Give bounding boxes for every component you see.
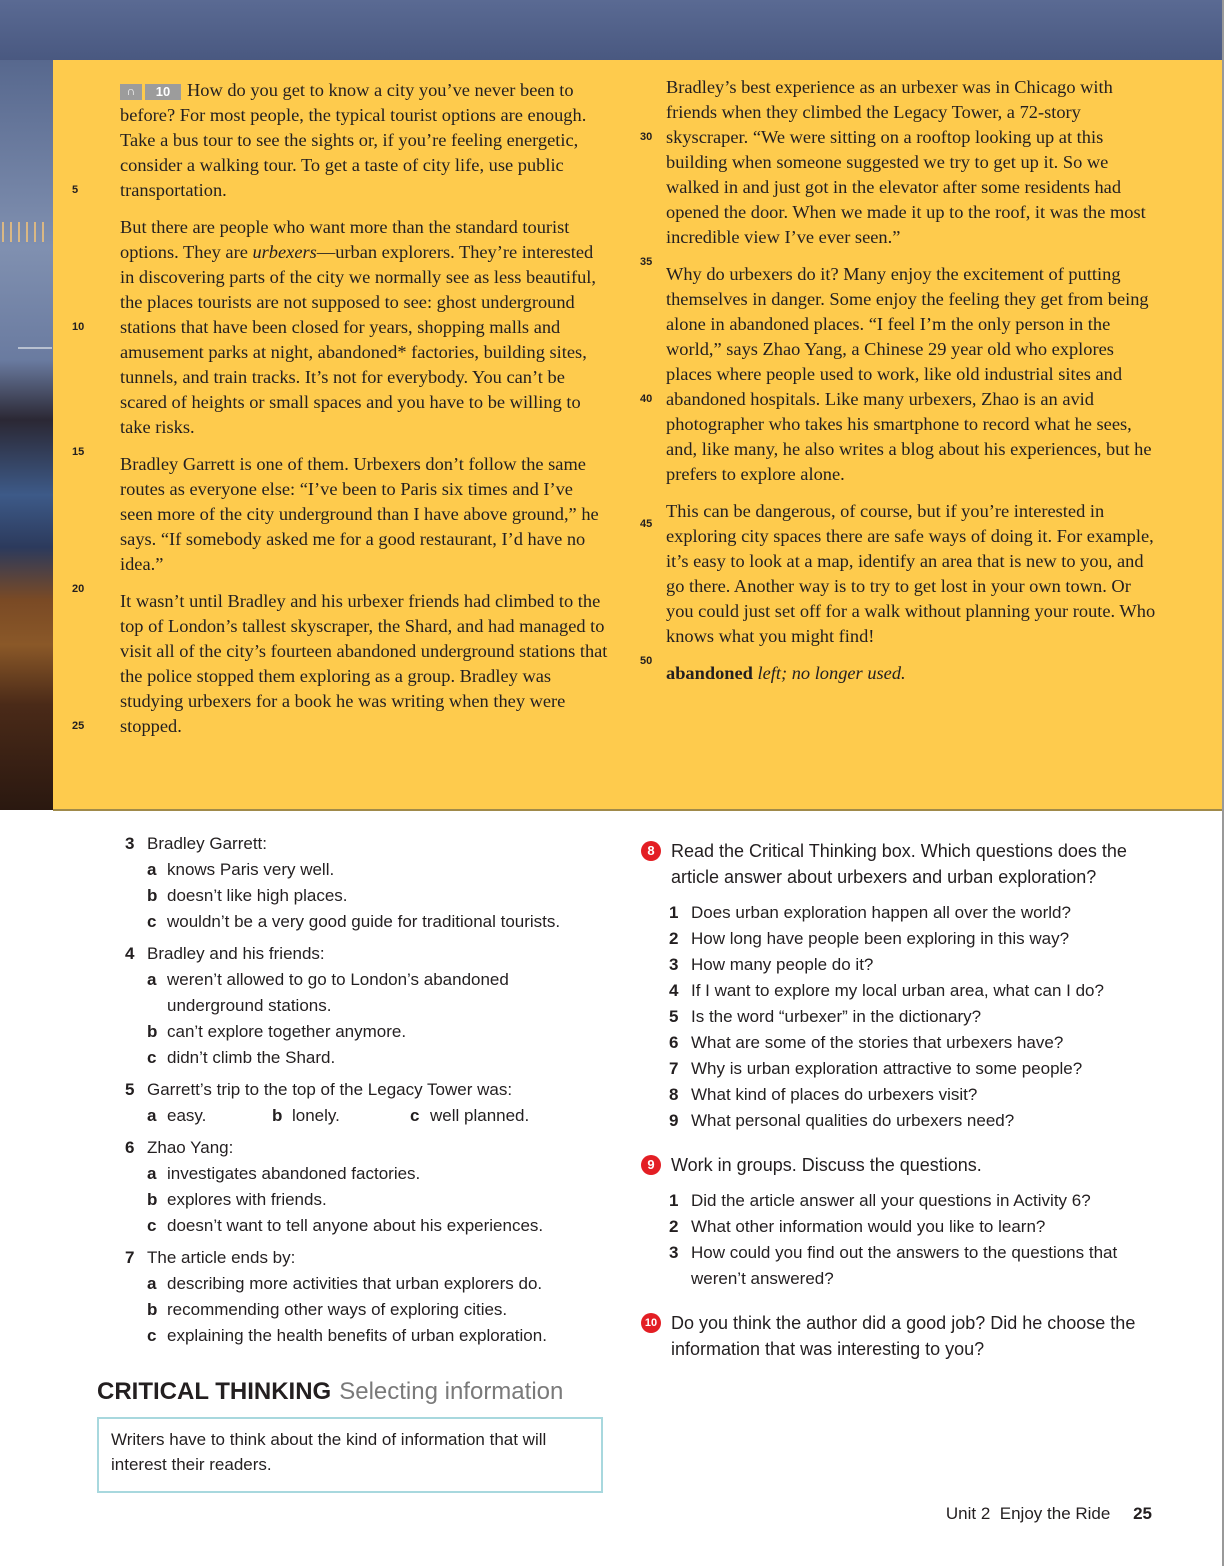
activity-8 xyxy=(641,838,1151,1134)
line-number: 45 xyxy=(640,518,653,530)
option-letter: c xyxy=(147,1326,157,1345)
option[interactable] xyxy=(125,1187,605,1213)
list-item: 5 Is the word “urbexer” in the dictionary? xyxy=(669,1007,982,1026)
activity-title: Do you think the author did a good job? Did he choose the information that was interesting to you? xyxy=(671,1313,1136,1359)
line-number: 30 xyxy=(640,131,653,143)
line-number: 50 xyxy=(640,655,653,667)
list-item: 9 What personal qualities do urbexers need? xyxy=(669,1111,1015,1130)
option-text: describing more activities that urban explorers do. xyxy=(167,1274,543,1293)
question-number: 3 xyxy=(125,834,135,853)
option-letter: a xyxy=(147,1274,157,1293)
question-stem: Zhao Yang: xyxy=(147,1138,234,1157)
option-letter: b xyxy=(147,1300,158,1319)
option-text: doesn’t like high places. xyxy=(167,886,348,905)
line-number: 20 xyxy=(72,583,85,595)
option[interactable] xyxy=(125,1045,605,1071)
line-number: 5 xyxy=(72,184,79,196)
critical-thinking-heading xyxy=(97,1378,563,1406)
option-text: explaining the health benefits of urban exploration. xyxy=(167,1326,547,1345)
paragraph-text: How do you get to know a city you’ve never been to before? For most people, the typical tourist options are enough. Take a bus tour to see the sights or, if you’re feeling energetic, consider a walking tour. To get a taste of city life, use public transportation. xyxy=(120,80,587,200)
question xyxy=(125,1245,605,1349)
option-text: explores with friends. xyxy=(167,1190,327,1209)
list-item: 1 Did the article answer all your questions in Activity 6? xyxy=(669,1191,1091,1210)
pier xyxy=(18,347,52,355)
line-number: 15 xyxy=(72,446,85,458)
option-text: weren’t allowed to go to London’s abandoned underground stations. xyxy=(167,970,509,1015)
article-right-column xyxy=(666,75,1156,698)
option-letter: c xyxy=(147,1048,157,1067)
question-number: 5 xyxy=(125,1080,135,1099)
audio-track[interactable] xyxy=(120,84,181,100)
option-letter: c xyxy=(410,1106,420,1125)
activity-title: Work in groups. Discuss the questions. xyxy=(671,1155,982,1175)
emphasis: urbexers xyxy=(252,242,317,262)
option-letter: b xyxy=(272,1106,283,1125)
question-number: 7 xyxy=(125,1248,135,1267)
option-text: wouldn’t be a very good guide for traditional tourists. xyxy=(167,912,561,931)
option[interactable] xyxy=(272,1103,410,1129)
line-number: 40 xyxy=(640,393,653,405)
list-item: 3 How many people do it? xyxy=(669,955,874,974)
option[interactable] xyxy=(125,1213,605,1239)
option-letter: b xyxy=(147,1022,158,1041)
paragraph-text: —urban explorers. They’re interested in discovering parts of the city we normally see as less beautiful, the places tourists are not supposed to see: ghost underground stations that have been closed for years, shopping malls and amusement parks at night, abandoned* factories, building sites, tunnels, and train tracks. It’s not for everybody. You can’t be scared of heights or small spaces and you have to be willing to take risks. xyxy=(120,242,596,437)
headphones-icon: ∩ xyxy=(120,84,142,100)
option[interactable] xyxy=(125,883,605,909)
option-text: doesn’t want to tell anyone about his experiences. xyxy=(167,1216,544,1235)
critical-thinking-box: Writers have to think about the kind of information that will interest their readers. xyxy=(97,1417,603,1493)
question xyxy=(125,1077,605,1129)
option-letter: a xyxy=(147,1106,157,1125)
list-item: 7 Why is urban exploration attractive to some people? xyxy=(669,1059,1083,1078)
paragraph xyxy=(120,78,610,203)
option-text: can’t explore together anymore. xyxy=(167,1022,407,1041)
question xyxy=(125,941,605,1071)
paragraph: Why do urbexers do it? Many enjoy the excitement of putting themselves in danger. Some enjoy the feeling they get from being alone in abandoned places. “I feel I’m the only person in the world,” says Zhao Yang, a Chinese 29 year old who explores places where people used to work, like old industrial sites and abandoned hospitals. Like many urbexers, Zhao is an avid photographer who takes his smartphone to record what he sees, and, like many, he also writes a blog about his experiences, but he prefers to explore alone. xyxy=(666,264,1152,484)
option-letter: b xyxy=(147,1190,158,1209)
list-item: 3 How could you find out the answers to the questions that weren’t answered? xyxy=(669,1243,1118,1288)
activity-number-badge: 9 xyxy=(641,1155,661,1175)
page-footer xyxy=(946,1504,1152,1524)
option[interactable] xyxy=(125,967,605,1019)
paragraph: This can be dangerous, of course, but if you’re interested in exploring city spaces there are safe ways of doing it. For example, it’s easy to look at a map, identify an area that is new to you, and go there. Another way is to try to get lost in your own town. Or you could just set off for a walk without planning your route. Who knows what you might find! xyxy=(666,501,1156,646)
question-stem: Bradley and his friends: xyxy=(147,944,325,963)
list-item: 4 If I want to explore my local urban area, what can I do? xyxy=(669,981,1104,1000)
unit-label: Unit 2 xyxy=(945,1504,991,1523)
list-item: 6 What are some of the stories that urbexers have? xyxy=(669,1033,1064,1052)
option-text: well planned. xyxy=(430,1106,530,1125)
critical-thinking-subtitle: Selecting information xyxy=(339,1378,564,1405)
option[interactable] xyxy=(125,1297,605,1323)
unit-title: Enjoy the Ride xyxy=(999,1504,1111,1523)
question xyxy=(125,831,605,935)
question-stem: Garrett’s trip to the top of the Legacy Tower was: xyxy=(147,1080,513,1099)
glossary-word: abandoned xyxy=(666,663,753,683)
side-photo xyxy=(0,60,54,810)
option-text: didn’t climb the Shard. xyxy=(167,1048,336,1067)
activity-10 xyxy=(641,1310,1151,1362)
page-number: 25 xyxy=(1133,1504,1152,1523)
paragraph: It wasn’t until Bradley and his urbexer friends had climbed to the top of London’s tallest skyscraper, the Shard, and had managed to visit all of the city’s fourteen abandoned underground stations that the police stopped them exploring as a group. Bradley was studying urbexers for a book he was writing when they were stopped. xyxy=(120,591,608,736)
activity-items xyxy=(641,900,1151,1134)
option[interactable] xyxy=(125,1271,605,1297)
option-letter: c xyxy=(147,1216,157,1235)
line-number: 25 xyxy=(72,720,85,732)
option-text: lonely. xyxy=(292,1106,340,1125)
paragraph: Bradley’s best experience as an urbexer was in Chicago with friends when they climbed the Legacy Tower, a 72-story skyscraper. “We were sitting on a rooftop looking up at this building when someone suggested we try to get up it. So we walked in and just got in the elevator after some residents had opened the door. When we made it up to the roof, it was the most incredible view I’ve ever seen.” xyxy=(666,77,1146,247)
option-letter: c xyxy=(147,912,157,931)
article-left-column xyxy=(120,78,610,751)
list-item: 2 How long have people been exploring in this way? xyxy=(669,929,1070,948)
paragraph xyxy=(120,215,610,440)
city-lights xyxy=(2,222,46,242)
option-letter: b xyxy=(147,886,158,905)
option[interactable] xyxy=(125,909,605,935)
glossary xyxy=(666,661,1156,686)
list-item: 8 What kind of places do urbexers visit? xyxy=(669,1085,978,1104)
activity-number-badge: 8 xyxy=(641,841,661,861)
paragraph-text: But there are people who want more than the standard tourist options. They are xyxy=(120,217,570,262)
activity-title: Read the Critical Thinking box. Which questions does the article answer about urbexers and urban exploration? xyxy=(671,841,1127,887)
option-text: knows Paris very well. xyxy=(167,860,335,879)
glossary-definition: left; no longer used. xyxy=(757,663,906,683)
option-letter: a xyxy=(147,1164,157,1183)
option[interactable] xyxy=(147,1103,272,1129)
activity-number-badge: 10 xyxy=(641,1313,661,1333)
critical-thinking-title: CRITICAL THINKING xyxy=(97,1378,332,1405)
line-number: 10 xyxy=(72,321,85,333)
paragraph: Bradley Garrett is one of them. Urbexers don’t follow the same routes as everyone else: “I’ve been to Paris six times and I’ve seen more of the city underground than I have above ground,” he says. “If somebody asked me for a good restaurant, I’d have no idea.” xyxy=(120,454,599,574)
option-letter: a xyxy=(147,970,157,989)
activity-items xyxy=(641,1188,1151,1292)
question-stem: The article ends by: xyxy=(147,1248,296,1267)
option-text: easy. xyxy=(167,1106,207,1125)
option[interactable] xyxy=(125,1019,605,1045)
question-number: 6 xyxy=(125,1138,135,1157)
option-text: investigates abandoned factories. xyxy=(167,1164,421,1183)
question-number: 4 xyxy=(125,944,135,963)
line-number: 35 xyxy=(640,256,653,268)
question-stem: Bradley Garrett: xyxy=(147,834,267,853)
option[interactable] xyxy=(125,857,605,883)
option[interactable] xyxy=(410,1103,529,1129)
option-text: recommending other ways of exploring cities. xyxy=(167,1300,508,1319)
list-item: 2 What other information would you like to learn? xyxy=(669,1217,1046,1236)
option-letter: a xyxy=(147,860,157,879)
track-number: 10 xyxy=(145,84,181,100)
option[interactable] xyxy=(125,1323,605,1349)
question xyxy=(125,1135,605,1239)
list-item: 1 Does urban exploration happen all over the world? xyxy=(669,903,1071,922)
question-list xyxy=(125,831,605,1349)
option[interactable] xyxy=(125,1161,605,1187)
activity-9 xyxy=(641,1152,1151,1292)
